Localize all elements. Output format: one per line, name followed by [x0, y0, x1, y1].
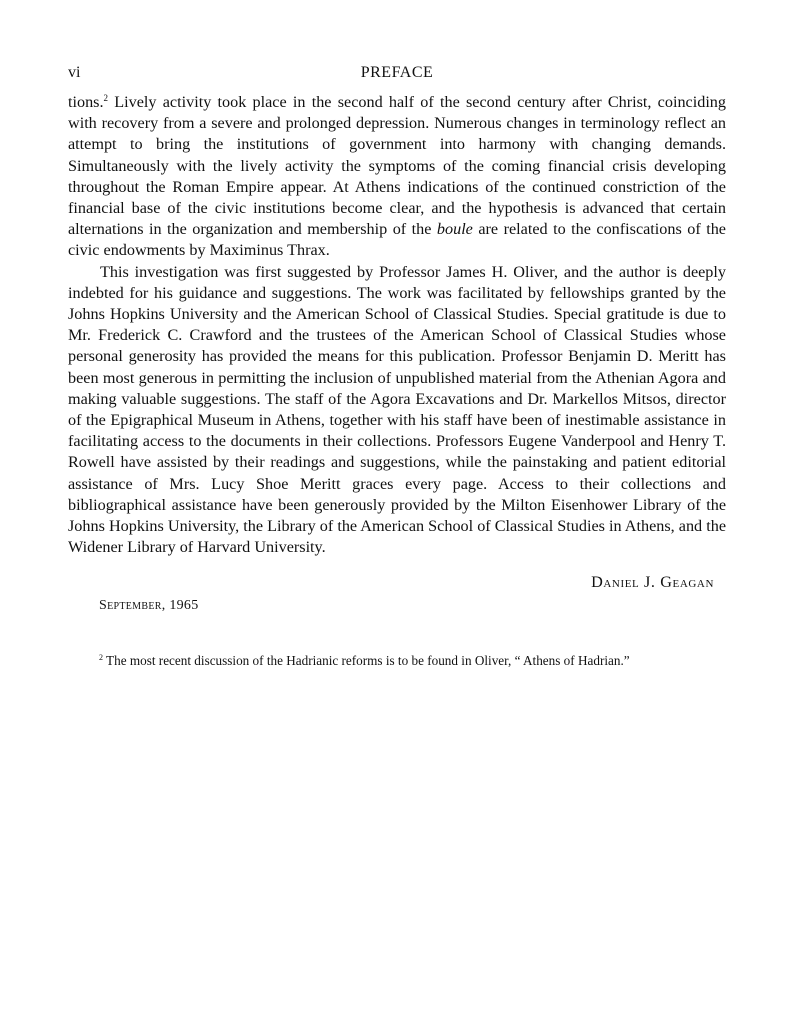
page-number: vi — [68, 64, 81, 81]
italic-term: boule — [436, 220, 473, 239]
author-signature: Daniel J. Geagan — [591, 573, 714, 592]
body-text — [68, 92, 726, 558]
footnote-reference: 2 — [103, 93, 109, 103]
paragraph-text: Lively activity took place in the second half of the second century after Christ, coinciding with recovery from a severe and prolonged depression. Numerous changes in terminology reflect an attempt to bring the institutions of government into harmony with changing demands. Simultaneously with the lively activity the symptoms of the coming financial crisis developing throughout the Roman Empire appear. At Athens indications of the continued constriction of the financial base of the civic institutions become clear, and the hypothesis is advanced that certain alternations in the organization and membership of the — [68, 93, 726, 239]
paragraph-lead: tions. — [68, 93, 104, 111]
footnote — [68, 652, 726, 670]
paragraph-continued — [68, 92, 726, 262]
document-page — [68, 62, 726, 670]
running-title: PREFACE — [360, 64, 434, 81]
paragraph-acknowledgements: This investigation was first suggested by Professor James H. Oliver, and the author is deeply indebted for his guidance and suggestions. The work was facilitated by fellowships granted by the Johns Hopkins University and the American School of Classical Studies. Special gratitude is due to Mr. Frederick C. Crawford and the trustees of the American School of Classical Studies whose personal generosity has provided the means for this publication. Professor Benjamin D. Meritt has been most generous in permitting the inclusion of unpublished material from the Athenian Agora and making valuable suggestions. The staff of the Agora Excavations and Dr. Markellos Mitsos, director of the Epigraphical Museum in Athens, together with his staff have been of inestimable assistance in facilitating access to the documents in their collections. Professors Eugene Vanderpool and Henry T. Rowell have assisted by their readings and suggestions, while the painstaking and patient editorial assistance of Mrs. Lucy Shoe Meritt graces every page. Access to their collections and bibliographical assistance have been generously provided by the Milton Eisenhower Library of the Johns Hopkins University, the Library of the American School of Classical Studies in Athens, and the Widener Library of Harvard University. — [68, 262, 726, 557]
footnote-mark: 2 — [99, 653, 103, 663]
preface-date: September, 1965 — [99, 598, 199, 614]
running-head — [68, 62, 726, 84]
paragraph-text-end: are related to the confiscations of the civic endowments by Maximinus Thrax. — [68, 220, 726, 260]
footnote-text: The most recent discussion of the Hadrianic reforms is to be found in Oliver, “ Athens of Hadrian.” — [103, 653, 630, 669]
